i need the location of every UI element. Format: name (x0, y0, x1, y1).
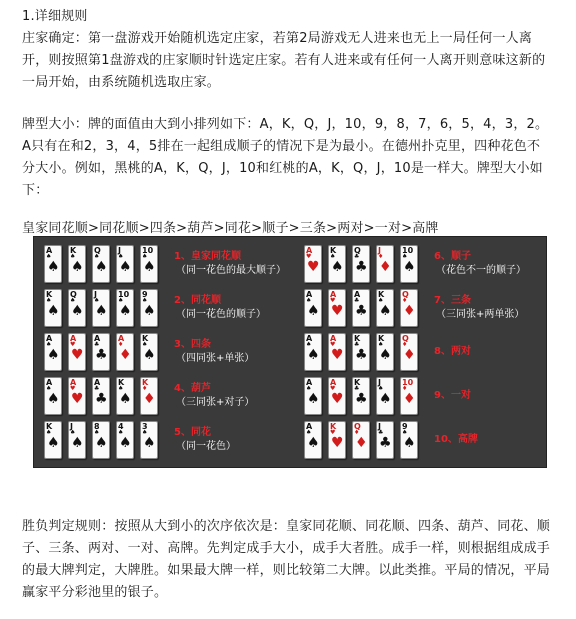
card-rank: A (46, 334, 53, 343)
heart-icon: ♥ (331, 435, 344, 451)
playing-card (44, 245, 62, 283)
card-rank: Q (94, 246, 101, 255)
playing-card (328, 289, 346, 327)
hand-rank-title: 4、葫芦 (174, 383, 211, 394)
playing-card (328, 245, 346, 283)
hand-order-line: 皇家同花顺>同花顺>四条>葫芦>同花>顺子>三条>两对>一对>高牌 (22, 221, 439, 236)
playing-card (92, 245, 110, 283)
spade-icon: ♠ (379, 347, 392, 363)
playing-card (116, 289, 134, 327)
heart-icon: ♥ (330, 385, 336, 392)
card-rank: A (46, 378, 53, 387)
hand-rank-title: 7、三条 (434, 295, 471, 306)
spade-icon: ♠ (119, 303, 132, 319)
heart-icon: ♥ (71, 391, 84, 407)
playing-card (44, 421, 62, 459)
spade-icon: ♠ (378, 341, 384, 348)
card-rank: J (70, 422, 73, 431)
card-rank: 10 (118, 290, 130, 299)
spade-icon: ♠ (143, 259, 156, 275)
playing-card (352, 421, 370, 459)
spade-icon: ♠ (46, 297, 52, 304)
playing-card (44, 333, 62, 371)
heart-icon: ♥ (306, 253, 312, 260)
spade-icon: ♠ (331, 259, 344, 275)
spade-icon: ♠ (143, 347, 156, 363)
spade-icon: ♠ (71, 259, 84, 275)
spade-icon: ♠ (403, 259, 416, 275)
heart-icon: ♥ (307, 259, 320, 275)
diamond-icon: ♦ (402, 341, 408, 348)
playing-card (92, 421, 110, 459)
hand-rank-title: 9、一对 (434, 390, 471, 401)
spade-icon: ♠ (47, 259, 60, 275)
card-rank: A (306, 290, 313, 299)
club-icon: ♣ (355, 303, 368, 319)
card-rank: Q (354, 246, 361, 255)
playing-card (92, 289, 110, 327)
playing-card (400, 377, 418, 415)
spade-icon: ♠ (95, 259, 108, 275)
hand-rank-title: 3、四条 (174, 339, 211, 350)
playing-card (400, 421, 418, 459)
spade-icon: ♠ (403, 435, 416, 451)
playing-card (68, 421, 86, 459)
card-rank: 10 (402, 378, 414, 387)
diamond-icon: ♦ (118, 341, 124, 348)
hand-rankings-panel (33, 236, 547, 468)
spade-icon: ♠ (306, 341, 312, 348)
card-rank: A (46, 246, 53, 255)
playing-card (328, 421, 346, 459)
playing-card (116, 377, 134, 415)
spade-icon: ♠ (378, 297, 384, 304)
spade-icon: ♠ (47, 347, 60, 363)
playing-card (140, 333, 158, 371)
hand-rank-title: 10、高牌 (434, 434, 478, 445)
spade-icon: ♠ (95, 435, 108, 451)
card-rank: Q (402, 290, 409, 299)
card-rank: K (142, 378, 149, 387)
spade-icon: ♠ (379, 391, 392, 407)
card-rank: A (306, 334, 313, 343)
card-rank: Q (70, 290, 77, 299)
card-rank: K (378, 290, 385, 299)
playing-card (352, 289, 370, 327)
spade-icon: ♠ (118, 429, 124, 436)
playing-card (68, 245, 86, 283)
spade-icon: ♠ (47, 303, 60, 319)
card-rank: 4 (118, 422, 124, 431)
spade-icon: ♠ (46, 341, 52, 348)
spade-icon: ♠ (119, 391, 132, 407)
playing-card (328, 377, 346, 415)
playing-card (44, 289, 62, 327)
card-rank: K (142, 334, 149, 343)
spade-icon: ♠ (402, 253, 408, 260)
playing-card (304, 289, 322, 327)
card-rank: K (378, 334, 385, 343)
spade-icon: ♠ (71, 303, 84, 319)
spade-icon: ♠ (70, 297, 76, 304)
card-rank: A (306, 378, 313, 387)
club-icon: ♣ (354, 341, 360, 348)
card-rank: K (46, 290, 53, 299)
playing-card (68, 289, 86, 327)
card-rank: K (354, 378, 361, 387)
hand-rank-description: （同一花色的最大顺子） (176, 265, 286, 276)
playing-card (116, 245, 134, 283)
hand-rank-description: （三同张+对子） (176, 397, 255, 408)
spade-icon: ♠ (70, 253, 76, 260)
spade-icon: ♠ (378, 385, 384, 392)
playing-card (68, 333, 86, 371)
spade-icon: ♠ (94, 253, 100, 260)
spade-icon: ♠ (142, 429, 148, 436)
spade-icon: ♠ (118, 253, 124, 260)
spade-icon: ♠ (307, 435, 320, 451)
playing-card (352, 333, 370, 371)
diamond-icon: ♦ (403, 347, 416, 363)
spade-icon: ♠ (143, 303, 156, 319)
diamond-icon: ♦ (402, 385, 408, 392)
spade-icon: ♠ (306, 297, 312, 304)
playing-card (304, 333, 322, 371)
hand-rank-description: （四同张+单张） (176, 353, 255, 364)
hand-rank-title: 1、皇家同花顺 (174, 251, 241, 262)
heart-icon: ♥ (330, 341, 336, 348)
card-rank: J (94, 290, 97, 299)
playing-card (304, 421, 322, 459)
spade-icon: ♠ (306, 385, 312, 392)
playing-card (140, 245, 158, 283)
card-rank: 10 (402, 246, 414, 255)
diamond-icon: ♦ (403, 391, 416, 407)
section-heading: 1.详细规则 (22, 9, 88, 24)
playing-card (116, 421, 134, 459)
spade-icon: ♠ (46, 253, 52, 260)
diamond-icon: ♦ (142, 385, 148, 392)
card-rank: A (306, 246, 313, 255)
hand-rank-title: 6、顺子 (434, 251, 471, 262)
playing-card (376, 289, 394, 327)
card-rank: A (70, 378, 77, 387)
card-rank: A (306, 422, 313, 431)
result-rule-paragraph: 胜负判定规则：按照从大到小的次序依次是：皇家同花顺、同花顺、四条、葫芦、同花、顺子、三条、两对、一对、高牌。先判定成手大小，成手大者胜。成手一样，则根据组成成手的最大牌判定，大牌胜。如果最大牌一样，则比较第二大牌。以此类推。平局的情况，平局赢家平分彩池里的银子。 (22, 519, 551, 600)
diamond-icon: ♦ (355, 435, 368, 451)
card-rank: A (354, 290, 361, 299)
playing-card (352, 245, 370, 283)
club-icon: ♣ (354, 297, 360, 304)
spade-icon: ♠ (143, 435, 156, 451)
playing-card (304, 245, 322, 283)
hand-rank-title: 2、同花顺 (174, 295, 221, 306)
hand-rank-description: （同一花色的顺子） (176, 309, 266, 320)
heart-icon: ♥ (331, 303, 344, 319)
card-rank: K (330, 246, 337, 255)
playing-card (400, 245, 418, 283)
card-rank: 3 (142, 422, 148, 431)
playing-card (376, 245, 394, 283)
heart-icon: ♥ (331, 391, 344, 407)
playing-card (328, 333, 346, 371)
diamond-icon: ♦ (403, 303, 416, 319)
card-rank: J (118, 246, 121, 255)
club-icon: ♣ (355, 391, 368, 407)
heart-icon: ♥ (70, 385, 76, 392)
club-icon: ♣ (354, 253, 360, 260)
card-rank: Q (402, 334, 409, 343)
hand-rank-description: （同一花色） (176, 441, 236, 452)
dealer-rule-paragraph: 庄家确定：第一盘游戏开始随机选定庄家，若第2局游戏无人进来也无上一局任何一人离开，则按照第1盘游戏的庄家顺时针选定庄家。若有人进来或有任何一人离开则意味这新的一局开始，由系统随机选取庄家。 (22, 31, 546, 90)
spade-icon: ♠ (142, 253, 148, 260)
card-rank: A (118, 334, 125, 343)
club-icon: ♣ (94, 341, 100, 348)
club-icon: ♣ (94, 385, 100, 392)
club-icon: ♣ (355, 347, 368, 363)
card-rank: J (378, 378, 381, 387)
diamond-icon: ♦ (402, 297, 408, 304)
card-rank: A (94, 334, 101, 343)
playing-card (68, 377, 86, 415)
spade-icon: ♠ (119, 259, 132, 275)
hand-rank-description: （三同张+两单张） (436, 309, 525, 320)
club-icon: ♣ (378, 429, 384, 436)
spade-icon: ♠ (70, 429, 76, 436)
hand-rank-title: 8、两对 (434, 346, 471, 357)
spade-icon: ♠ (47, 391, 60, 407)
diamond-icon: ♦ (354, 429, 360, 436)
spade-icon: ♠ (46, 429, 52, 436)
heart-icon: ♥ (70, 341, 76, 348)
spade-icon: ♠ (118, 297, 124, 304)
playing-card (92, 377, 110, 415)
spade-icon: ♠ (119, 435, 132, 451)
playing-card (92, 333, 110, 371)
card-rank: Q (354, 422, 361, 431)
club-icon: ♣ (355, 259, 368, 275)
card-rank: A (70, 334, 77, 343)
playing-card (44, 377, 62, 415)
card-rank: J (378, 246, 381, 255)
spade-icon: ♠ (118, 385, 124, 392)
spade-icon: ♠ (307, 391, 320, 407)
spade-icon: ♠ (94, 297, 100, 304)
diamond-icon: ♦ (379, 259, 392, 275)
card-rank: 8 (94, 422, 100, 431)
card-rank: K (330, 422, 337, 431)
heart-icon: ♥ (330, 297, 336, 304)
spade-icon: ♠ (307, 347, 320, 363)
club-icon: ♣ (379, 435, 392, 451)
playing-card (140, 289, 158, 327)
spade-icon: ♠ (142, 341, 148, 348)
spade-icon: ♠ (307, 303, 320, 319)
heart-icon: ♥ (330, 429, 336, 436)
hand-rank-description: （花色不一的顺子） (436, 265, 526, 276)
playing-card (400, 333, 418, 371)
diamond-icon: ♦ (119, 347, 132, 363)
playing-card (376, 333, 394, 371)
playing-card (116, 333, 134, 371)
hand-rank-title: 5、同花 (174, 427, 211, 438)
playing-card (376, 421, 394, 459)
hand-size-paragraph: 牌型大小：牌的面值由大到小排列如下：A，K，Q，J，10，9，8，7，6，5，4，3，2。A只有在和2，3，4，5排在一起组成顺子的情况下是为最小。在德州扑克里，四种花色不分大小。例如，黑桃的A，K，Q，J，10和红桃的A，K，Q，J，10是一样大。牌型大小如下： (22, 117, 549, 198)
spade-icon: ♠ (306, 429, 312, 436)
card-rank: K (354, 334, 361, 343)
card-rank: K (70, 246, 77, 255)
diamond-icon: ♦ (143, 391, 156, 407)
spade-icon: ♠ (142, 297, 148, 304)
spade-icon: ♠ (94, 429, 100, 436)
card-rank: 9 (142, 290, 148, 299)
card-rank: K (118, 378, 125, 387)
diamond-icon: ♦ (378, 253, 384, 260)
card-rank: A (330, 334, 337, 343)
playing-card (376, 377, 394, 415)
card-rank: K (46, 422, 53, 431)
playing-card (140, 377, 158, 415)
spade-icon: ♠ (330, 253, 336, 260)
spade-icon: ♠ (379, 303, 392, 319)
spade-icon: ♠ (71, 435, 84, 451)
card-rank: J (378, 422, 381, 431)
card-rank: 9 (402, 422, 408, 431)
card-rank: 10 (142, 246, 154, 255)
playing-card (304, 377, 322, 415)
heart-icon: ♥ (331, 347, 344, 363)
spade-icon: ♠ (46, 385, 52, 392)
club-icon: ♣ (95, 347, 108, 363)
heart-icon: ♥ (71, 347, 84, 363)
spade-icon: ♠ (47, 435, 60, 451)
club-icon: ♣ (95, 391, 108, 407)
playing-card (400, 289, 418, 327)
playing-card (140, 421, 158, 459)
card-rank: A (94, 378, 101, 387)
spade-icon: ♠ (402, 429, 408, 436)
playing-card (352, 377, 370, 415)
club-icon: ♣ (354, 385, 360, 392)
card-rank: A (330, 378, 337, 387)
card-rank: A (330, 290, 337, 299)
spade-icon: ♠ (95, 303, 108, 319)
